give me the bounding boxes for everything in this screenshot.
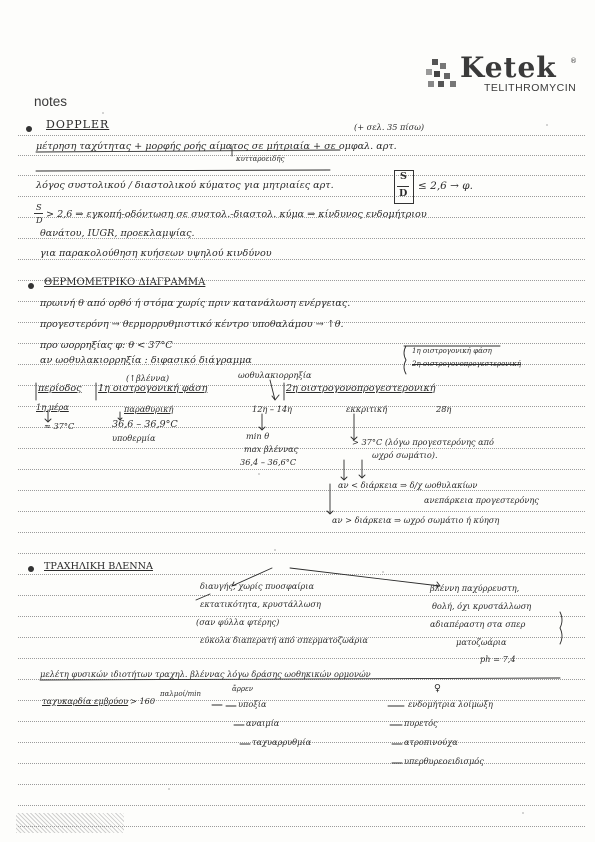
female-cause-1: ενδομήτρια λοίμωξη xyxy=(408,699,493,709)
rule-line xyxy=(18,259,585,260)
doppler-reference: (+ σελ. 35 πίσω) xyxy=(354,122,425,132)
ratio-d: D xyxy=(399,188,408,199)
rule-line xyxy=(18,805,585,806)
female-header: ♀ xyxy=(434,683,442,694)
ratio-compare: ≤ 2,6 → φ. xyxy=(418,180,473,192)
rule-line xyxy=(18,532,585,533)
thermo-line-3: προ ωορρηξίας φ: θ < 37°C xyxy=(40,340,173,351)
doppler-line-1b: κυτταροειδής xyxy=(236,155,285,163)
doppler-line-2: λόγος συστολικού / διαστολικού κύματος για μητριαίες αρτ. xyxy=(36,180,334,191)
brand-name: Ketek xyxy=(460,51,557,84)
over-37-label: > 37°C (λόγω προγεστερόνης από xyxy=(352,437,494,447)
temp-37: ≈ 37°C xyxy=(44,421,75,431)
thermo-line-4: αν ωοθυλακιορρηξία : διφασικό διάγραμμα xyxy=(40,355,252,366)
tachycardia-unit: παλμοί/min xyxy=(160,690,202,698)
rule-line xyxy=(18,784,585,785)
bullet-icon xyxy=(28,566,34,572)
speck xyxy=(382,571,384,573)
male-header: ἄρρεν xyxy=(232,685,253,693)
speck xyxy=(102,112,104,114)
mucus-right-4: ματοζωάρια xyxy=(456,637,507,647)
rule-line xyxy=(18,763,585,764)
notes-label: notes xyxy=(34,94,68,109)
rule-line xyxy=(18,511,585,512)
female-cause-4: υπερθυρεοειδισμός xyxy=(404,756,484,766)
ovulation-label: ωοθυλακιορρηξία xyxy=(238,370,312,380)
hypothermia-label: υποθερμία xyxy=(112,433,156,443)
day1-label: 1η μέρα xyxy=(36,402,69,412)
mucus-right-3: αδιαπέραστη στα σπερ xyxy=(430,619,526,629)
logo-squares-icon xyxy=(424,59,460,91)
doppler-line-1: μέτρηση ταχύτητας + μορφής ροής αίματος σε μήτριαία + σε ομφαλ. αρτ. xyxy=(36,141,397,152)
mucus-study-line: μελέτη φυσικών ιδιοτήτων τραχηλ. βλέννας λόγω δράσης ωοθηκικών ορμονών xyxy=(40,669,371,679)
ratio-s-small: S xyxy=(36,202,42,212)
bullet-icon xyxy=(28,283,34,289)
scan-smudge xyxy=(16,813,124,833)
ratio-d-small: D xyxy=(36,215,43,225)
section-title-doppler: DOPPLER xyxy=(46,118,110,131)
ph-value: ph = 7,4 xyxy=(480,654,516,664)
thermo-line-2: προγεστερόνη → θερμορρυθμιστικό κέντρο υποθαλάμου → ↑θ. xyxy=(40,319,344,330)
bullet-icon xyxy=(26,126,32,132)
mucus-left-2: εκτατικότητα, κρυστάλλωση xyxy=(200,599,321,609)
ratio-s: S xyxy=(400,171,407,182)
mucus-right-2: θολή, όχι κρυστάλλωση xyxy=(432,601,532,611)
doppler-line-4: θανάτου, IUGR, προεκλαμψίας. xyxy=(40,228,195,239)
doppler-line-3: > 2,6 ⇒ εγκοπή-οδόντωση σε συστολ.-διαστολ. κύμα ⇒ κίνδυνος ενδομήτριου xyxy=(46,209,427,220)
mucus-right-1: βλέννη παχύρρευστη, xyxy=(430,583,520,593)
rule-line xyxy=(18,679,585,680)
speck xyxy=(522,812,524,814)
ketek-logo xyxy=(424,51,589,97)
days-label: 12η – 14η xyxy=(252,404,292,414)
over-37-label-b: ωχρό σωμάτιο). xyxy=(372,450,438,460)
long-phase-line: αν > διάρκεια ⇒ ωχρό σωμάτιο ή κύηση xyxy=(332,515,500,525)
rule-line xyxy=(18,406,585,407)
rule-line xyxy=(18,155,585,156)
temp-range-2: 36,4 – 36,6°C xyxy=(240,457,297,467)
tachycardia-label: ταχυκαρδία εμβρύου xyxy=(42,696,129,706)
mucus-left-4: εύκολα διαπερατή από σπερματοζωάρια xyxy=(200,635,368,645)
period-label: περίοδος xyxy=(38,383,82,394)
rule-line xyxy=(18,553,585,554)
rule-line xyxy=(18,196,585,197)
registered-mark: ® xyxy=(570,57,577,65)
male-cause-2: αναιμία xyxy=(246,718,280,728)
temp-range-1: 36,6 – 36,9°C xyxy=(112,419,178,430)
rule-line xyxy=(18,427,585,428)
rule-line xyxy=(18,721,585,722)
short-phase-line-b: ανεπάρκεια προγεστερόνης xyxy=(424,495,539,505)
phase1-label: 1η οιστρογονική φάση xyxy=(98,383,208,394)
mucus-left-1: διαυγής, χωρίς πυοσφαίρια xyxy=(200,581,314,591)
doppler-line-5: για παρακολούθηση κυήσεων υψηλού κινδύνου xyxy=(40,248,272,259)
max-mucus-label: max βλέννας xyxy=(244,444,299,454)
rule-line xyxy=(18,175,585,176)
tachycardia-value: > 160 xyxy=(130,696,156,706)
speck xyxy=(546,124,548,126)
day28-label: 28η xyxy=(436,404,452,414)
phase1-note: (↑βλέννα) xyxy=(126,373,170,383)
short-phase-line: αν < διάρκεια ⇒ δ/χ ωοθυλακίων xyxy=(338,480,478,490)
rule-line xyxy=(18,469,585,470)
phase2-label: 2η οιστρογονοπρογεστερονική xyxy=(286,383,436,394)
rule-line xyxy=(18,135,585,136)
male-cause-3: ταχυαρρυθμία xyxy=(252,737,312,747)
fraction-bar xyxy=(34,213,43,214)
rule-line xyxy=(18,574,585,575)
female-cause-3: ατροπινούχα xyxy=(404,737,458,747)
female-cause-2: πυρετός xyxy=(404,718,438,728)
rule-line xyxy=(18,448,585,449)
fraction-bar xyxy=(397,186,409,187)
speck xyxy=(274,549,276,551)
brand-subtitle: TELITHROMYCIN xyxy=(484,82,577,94)
section-title-thermo: ΘΕΡΜΟΜΕΤΡΙΚΟ ΔΙΑΓΡΑΜΜΑ xyxy=(44,277,206,288)
thermo-line-1: πρωινή θ από ορθό ή στόμα χωρίς πριν κατανάλωση ενέργειας. xyxy=(40,298,351,309)
rule-line xyxy=(18,616,585,617)
rule-line xyxy=(18,490,585,491)
ekkritiki-label: εκκριτική xyxy=(346,404,388,414)
thermo-phase-2-label: 2η οιστρογονοπρογεστερονική xyxy=(412,360,522,368)
speck xyxy=(258,473,260,475)
parathiretiki-label: παραθυρική xyxy=(124,404,174,414)
section-title-mucus: ΤΡΑΧΗΛΙΚΗ ΒΛΕΝΝΑ xyxy=(44,561,153,572)
male-cause-1: υποξία xyxy=(238,699,267,709)
rule-line xyxy=(18,595,585,596)
min-theta-label: min θ xyxy=(246,431,270,441)
mucus-left-3: (σαν φύλλα φτέρης) xyxy=(196,617,280,627)
thermo-phase-1-label: 1η οιστρογονική φάση xyxy=(412,347,492,355)
speck xyxy=(168,788,170,790)
